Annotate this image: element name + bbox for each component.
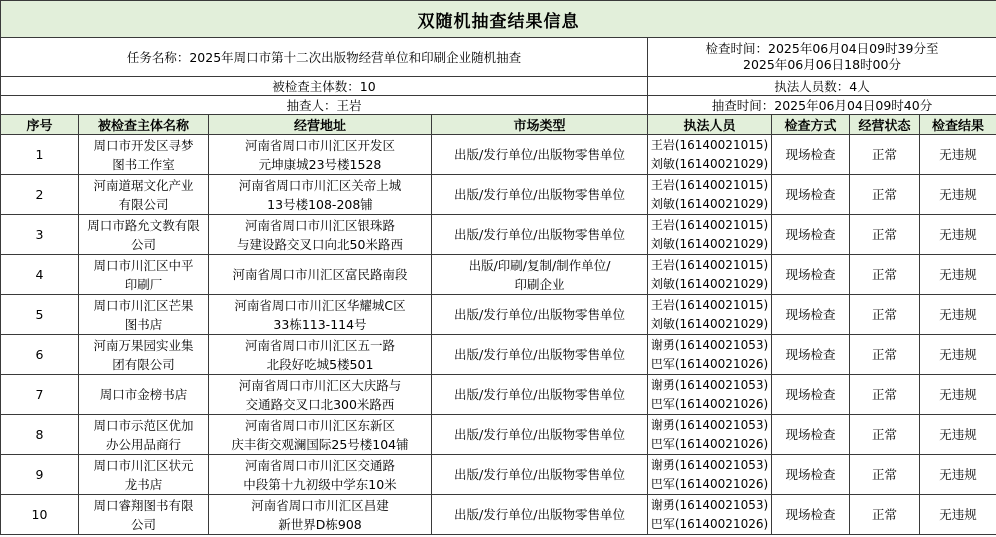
officers-line1: 谢勇(16140021053) [650, 417, 769, 432]
business-address-line1: 河南省周口市川汇区关帝上城 [238, 177, 402, 193]
row-number-line1: 1 [35, 147, 44, 162]
inspection-result-line1: 无违规 [939, 507, 977, 522]
header-no[interactable]: 序号 [1, 115, 79, 135]
inspection-method-line1: 现场检查 [785, 467, 836, 482]
inspection-method-line1: 现场检查 [785, 347, 836, 362]
count-row [1, 77, 996, 96]
officers-line1: 王岩(16140021015) [650, 217, 769, 232]
table-row [1, 255, 996, 295]
business-address-line1: 河南省周口市川汇区五一路 [244, 337, 395, 353]
business-address-line2: 交通路交叉口北300米路西 [245, 396, 395, 412]
officers[interactable] [648, 335, 772, 375]
row-number[interactable] [1, 375, 79, 415]
business-address[interactable] [209, 495, 432, 535]
officers-line2: 巴军(16140021026) [650, 476, 769, 491]
subject-name-line2: 公司 [130, 236, 156, 252]
business-status-line1: 正常 [871, 467, 897, 482]
officers-line2: 刘敏(16140021029) [650, 196, 769, 211]
inspection-result-line1: 无违规 [939, 187, 977, 202]
subject-name-line1: 周口市路允文教有限 [87, 217, 200, 233]
subject-name[interactable] [79, 335, 209, 375]
inspection-result-line1: 无违规 [939, 227, 977, 242]
inspection-result-line1: 无违规 [939, 347, 977, 362]
table-row [1, 415, 996, 455]
officers-line2: 刘敏(16140021029) [650, 316, 769, 331]
officers-line1: 谢勇(16140021053) [650, 457, 769, 472]
officers-line2: 刘敏(16140021029) [650, 236, 769, 251]
subject-name-line1: 周口市川汇区中平 [93, 257, 194, 273]
officers-line1: 王岩(16140021015) [650, 297, 769, 312]
row-number-line1: 3 [35, 227, 44, 242]
subject-name-line1: 周口市开发区寻梦 [93, 137, 194, 153]
business-address[interactable] [209, 135, 432, 175]
table-row [1, 375, 996, 415]
row-number-line1: 2 [35, 187, 44, 202]
market-type-line1: 出版/发行单位/出版物零售单位 [454, 227, 625, 242]
subject-name-line2: 印刷厂 [124, 276, 163, 292]
inspection-result[interactable] [920, 495, 996, 535]
business-address-line2: 中段第十九初级中学东10米 [243, 476, 397, 492]
subjects-count-cell[interactable]: 被检查主体数：10 [1, 77, 648, 96]
inspection-method[interactable] [772, 375, 850, 415]
subject-name-line2: 团有限公司 [112, 356, 175, 372]
subject-name[interactable] [79, 455, 209, 495]
officers-line1: 谢勇(16140021053) [650, 497, 769, 512]
business-address-line1: 河南省周口市川汇区昌建 [251, 497, 389, 513]
market-type[interactable] [432, 495, 648, 535]
business-status-line1: 正常 [871, 427, 897, 442]
table-row [1, 335, 996, 375]
market-type[interactable] [432, 255, 648, 295]
officers[interactable] [648, 175, 772, 215]
table-row [1, 215, 996, 255]
business-status-line1: 正常 [871, 187, 897, 202]
inspection-result-line1: 无违规 [939, 427, 977, 442]
business-status[interactable] [850, 295, 920, 335]
inspection-method-line1: 现场检查 [785, 147, 836, 162]
inspection-result[interactable] [920, 295, 996, 335]
market-type-line1: 出版/发行单位/出版物零售单位 [454, 307, 625, 322]
officers[interactable] [648, 255, 772, 295]
business-address-line1: 河南省周口市川汇区大庆路与 [238, 377, 402, 393]
subject-name-line1: 周口市川汇区芒果 [93, 297, 194, 313]
task-row [1, 38, 996, 77]
inspection-result[interactable] [920, 415, 996, 455]
inspection-result-line1: 无违规 [939, 147, 977, 162]
business-status-line1: 正常 [871, 347, 897, 362]
table-row [1, 495, 996, 535]
subject-name[interactable] [79, 255, 209, 295]
business-status[interactable] [850, 495, 920, 535]
subject-name-line1: 周口市川汇区状元 [93, 457, 194, 473]
sampler-row [1, 96, 996, 115]
business-status[interactable] [850, 415, 920, 455]
market-type-line1: 出版/发行单位/出版物零售单位 [454, 467, 625, 482]
task-name: 2025年周口市第十二次出版物经营单位和印刷企业随机抽查 [189, 50, 522, 65]
subject-name-line1: 河南万果园实业集 [93, 337, 194, 353]
row-number-line1: 10 [31, 507, 48, 522]
business-address-line1: 河南省周口市川汇区华耀城C区 [234, 297, 406, 313]
inspection-result-line1: 无违规 [939, 307, 977, 322]
business-address[interactable] [209, 255, 432, 295]
market-type-line1: 出版/发行单位/出版物零售单位 [454, 507, 625, 522]
subject-name[interactable] [79, 375, 209, 415]
inspection-method-line1: 现场检查 [785, 507, 836, 522]
business-status-line1: 正常 [871, 227, 897, 242]
inspection-result-line1: 无违规 [939, 387, 977, 402]
inspection-method[interactable] [772, 215, 850, 255]
officers[interactable] [648, 295, 772, 335]
market-type[interactable] [432, 215, 648, 255]
check-time-line1: 检查时间：2025年06月04日09时39分至 [705, 41, 939, 56]
row-number[interactable] [1, 255, 79, 295]
row-number[interactable] [1, 215, 79, 255]
business-status-line1: 正常 [871, 267, 897, 282]
business-status[interactable] [850, 335, 920, 375]
inspection-method[interactable] [772, 295, 850, 335]
subject-name-line2: 图书店 [124, 316, 163, 332]
business-status-line1: 正常 [871, 307, 897, 322]
header-market-type[interactable]: 市场类型 [432, 115, 648, 135]
officers[interactable] [648, 495, 772, 535]
header-status[interactable]: 经营状态 [850, 115, 920, 135]
inspection-result[interactable] [920, 135, 996, 175]
subject-name[interactable] [79, 295, 209, 335]
officers-line2: 巴军(16140021026) [650, 396, 769, 411]
subject-name-line2: 有限公司 [118, 196, 169, 212]
row-number[interactable] [1, 295, 79, 335]
inspection-method[interactable] [772, 135, 850, 175]
subject-name[interactable] [79, 415, 209, 455]
business-address[interactable] [209, 215, 432, 255]
business-status[interactable] [850, 175, 920, 215]
market-type-line1: 出版/发行单位/出版物零售单位 [454, 427, 625, 442]
business-address-line2: 33栋113-114号 [273, 316, 367, 332]
subject-name-line1: 河南道琚文化产业 [93, 177, 194, 193]
officers[interactable] [648, 455, 772, 495]
subject-name[interactable] [79, 135, 209, 175]
market-type-line1: 出版/发行单位/出版物零售单位 [454, 347, 625, 362]
subject-name-line2: 公司 [130, 516, 156, 532]
inspection-result[interactable] [920, 215, 996, 255]
inspection-result-line1: 无违规 [939, 267, 977, 282]
row-number[interactable] [1, 455, 79, 495]
business-address-line2: 与建设路交叉口向北50米路西 [237, 236, 403, 252]
officers-line2: 刘敏(16140021029) [650, 156, 769, 171]
inspection-result[interactable] [920, 255, 996, 295]
table-row [1, 175, 996, 215]
title-row [1, 1, 996, 38]
row-number-line1: 5 [35, 307, 44, 322]
subject-name-line2: 图书工作室 [112, 156, 175, 172]
officers-line2: 刘敏(16140021029) [650, 276, 769, 291]
market-type[interactable] [432, 415, 648, 455]
business-status[interactable] [850, 375, 920, 415]
subject-name-line1: 周口睿翔图书有限 [93, 497, 194, 513]
task-name-label: 任务名称： [126, 50, 190, 65]
table-row [1, 295, 996, 335]
business-address-line2: 庆丰街交观澜国际25号楼104铺 [231, 436, 409, 452]
business-address-line2: 元坤康城23号楼1528 [258, 156, 382, 172]
business-status[interactable] [850, 455, 920, 495]
header-name[interactable]: 被检查主体名称 [79, 115, 209, 135]
officers[interactable] [648, 375, 772, 415]
inspection-result[interactable] [920, 455, 996, 495]
business-status[interactable] [850, 255, 920, 295]
inspection-method[interactable] [772, 255, 850, 295]
inspection-method-line1: 现场检查 [785, 307, 836, 322]
inspection-method-line1: 现场检查 [785, 227, 836, 242]
inspection-method[interactable] [772, 455, 850, 495]
business-status-line1: 正常 [871, 147, 897, 162]
check-time-line2: 2025年06月06日18时00分 [743, 57, 901, 72]
sample-time-cell[interactable]: 抽查时间：2025年06月04日09时40分 [648, 96, 996, 115]
business-address[interactable] [209, 415, 432, 455]
task-name-cell[interactable] [1, 38, 648, 77]
page-title[interactable]: 双随机抽查结果信息 [1, 1, 996, 38]
market-type[interactable] [432, 455, 648, 495]
officers[interactable] [648, 215, 772, 255]
table-row [1, 455, 996, 495]
business-status-line1: 正常 [871, 387, 897, 402]
business-status[interactable] [850, 135, 920, 175]
row-number-line1: 7 [35, 387, 44, 402]
header-officers[interactable]: 执法人员 [648, 115, 772, 135]
row-number-line1: 9 [35, 467, 44, 482]
row-number-line1: 6 [35, 347, 44, 362]
subject-name[interactable] [79, 495, 209, 535]
subject-name[interactable] [79, 215, 209, 255]
row-number-line1: 8 [35, 427, 44, 442]
header-row [1, 115, 996, 135]
officers-line1: 谢勇(16140021053) [650, 337, 769, 352]
business-address-line1: 河南省周口市川汇区银珠路 [244, 217, 395, 233]
business-address[interactable] [209, 295, 432, 335]
business-address-line1: 河南省周口市川汇区东新区 [244, 417, 395, 433]
inspection-method[interactable] [772, 495, 850, 535]
inspection-method-line1: 现场检查 [785, 427, 836, 442]
officers-line2: 巴军(16140021026) [650, 356, 769, 371]
officers[interactable] [648, 135, 772, 175]
business-address[interactable] [209, 375, 432, 415]
inspection-method[interactable] [772, 175, 850, 215]
inspection-result-line1: 无违规 [939, 467, 977, 482]
business-address-line1: 河南省周口市川汇区开发区 [244, 137, 395, 153]
row-number-line1: 4 [35, 267, 44, 282]
business-status-line1: 正常 [871, 507, 897, 522]
business-address-line1: 河南省周口市川汇区富民路南段 [232, 267, 408, 282]
officers-line1: 王岩(16140021015) [650, 257, 769, 272]
inspection-method-line1: 现场检查 [785, 187, 836, 202]
inspection-result[interactable] [920, 175, 996, 215]
market-type-line1: 出版/发行单位/出版物零售单位 [454, 147, 625, 162]
business-address[interactable] [209, 175, 432, 215]
officers-line1: 王岩(16140021015) [650, 137, 769, 152]
market-type-line1: 出版/印刷/复制/制作单位/ [468, 257, 611, 273]
row-number[interactable] [1, 335, 79, 375]
business-address-line1: 河南省周口市川汇区交通路 [244, 457, 395, 473]
table-row [1, 135, 996, 175]
officers-line1: 王岩(16140021015) [650, 177, 769, 192]
inspection-method-line1: 现场检查 [785, 387, 836, 402]
market-type-line2: 印刷企业 [514, 276, 565, 292]
market-type[interactable] [432, 375, 648, 415]
business-address[interactable] [209, 455, 432, 495]
officers-line2: 巴军(16140021026) [650, 436, 769, 451]
market-type-line1: 出版/发行单位/出版物零售单位 [454, 187, 625, 202]
row-number[interactable] [1, 495, 79, 535]
sampler-cell[interactable]: 抽查人：王岩 [1, 96, 648, 115]
row-number[interactable] [1, 135, 79, 175]
row-number[interactable] [1, 415, 79, 455]
market-type-line1: 出版/发行单位/出版物零售单位 [454, 387, 625, 402]
officers-line1: 谢勇(16140021053) [650, 377, 769, 392]
inspection-result[interactable] [920, 375, 996, 415]
subject-name-line2: 办公用品商行 [105, 436, 181, 452]
officers-line2: 巴军(16140021026) [650, 516, 769, 531]
market-type[interactable] [432, 295, 648, 335]
subject-name-line2: 龙书店 [124, 476, 163, 492]
check-time-cell[interactable] [648, 38, 996, 77]
header-address[interactable]: 经营地址 [209, 115, 432, 135]
market-type[interactable] [432, 135, 648, 175]
inspection-result[interactable] [920, 335, 996, 375]
inspection-method[interactable] [772, 335, 850, 375]
officers[interactable] [648, 415, 772, 455]
subject-name-line1: 周口市金榜书店 [99, 387, 188, 402]
business-address-line2: 北段好吃城5楼501 [266, 356, 374, 372]
header-method[interactable]: 检查方式 [772, 115, 850, 135]
officers-count-cell[interactable]: 执法人员数：4人 [648, 77, 996, 96]
inspection-method[interactable] [772, 415, 850, 455]
business-status[interactable] [850, 215, 920, 255]
header-result[interactable]: 检查结果 [920, 115, 996, 135]
inspection-method-line1: 现场检查 [785, 267, 836, 282]
market-type[interactable] [432, 335, 648, 375]
row-number[interactable] [1, 175, 79, 215]
subject-name[interactable] [79, 175, 209, 215]
subject-name-line1: 周口市示范区优加 [93, 417, 194, 433]
market-type[interactable] [432, 175, 648, 215]
business-address[interactable] [209, 335, 432, 375]
business-address-line2: 新世界D栋908 [278, 516, 362, 532]
business-address-line2: 13号楼108-208铺 [267, 196, 373, 212]
